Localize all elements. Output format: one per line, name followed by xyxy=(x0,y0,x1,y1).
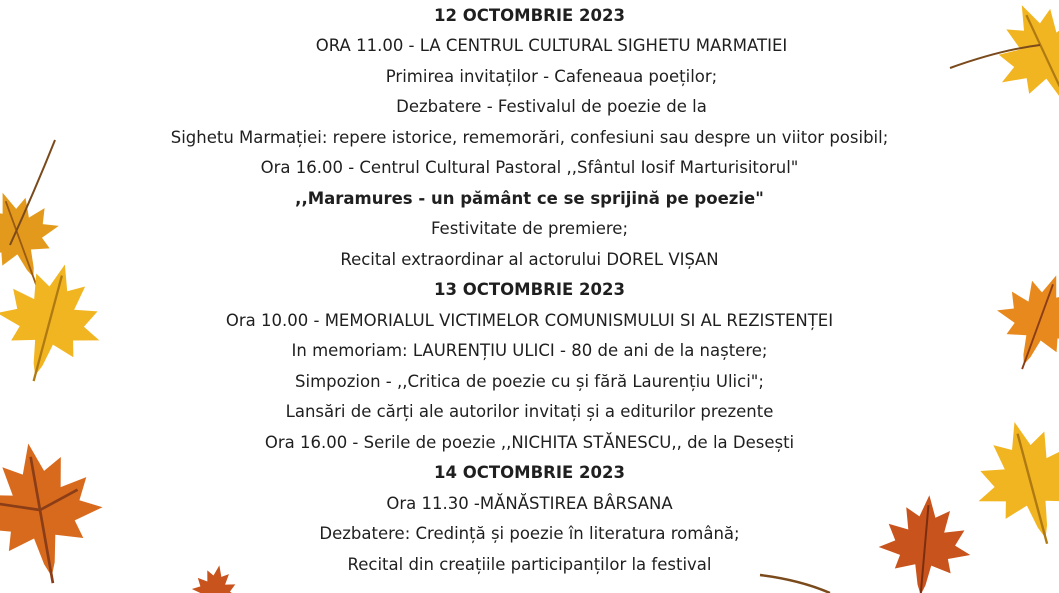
day2-session2-time-place: Ora 16.00 - Serile de poezie ,,NICHITA STĂNESCU,, de la Desești xyxy=(264,433,795,452)
day2-item-symposium: Simpozion - ,,Critica de poezie cu și fără Laurențiu Ulici"; xyxy=(295,372,764,391)
day1-item-debate: Dezbatere - Festivalul de poezie de la xyxy=(396,97,707,116)
day3-item-debate: Dezbatere: Credință și poezie în literatura română; xyxy=(319,524,740,543)
leaf-stem xyxy=(760,575,830,593)
day1-item-recital: Recital extraordinar al actorului DOREL VIȘAN xyxy=(340,250,719,269)
day1-item-awards: Festivitate de premiere; xyxy=(430,219,629,238)
day1-session2-time-place: Ora 16.00 - Centrul Cultural Pastoral ,,Sfântul Iosif Marturisitorul" xyxy=(260,158,799,177)
day1-item-debate-topic: Sighetu Marmației: repere istorice, rememorări, confesiuni sau despre un viitor posibil; xyxy=(170,128,889,147)
day3-session1-time-place: Ora 11.30 -MĂNĂSTIREA BÂRSANA xyxy=(386,494,673,513)
day3-date-heading: 14 OCTOMBRIE 2023 xyxy=(434,463,625,482)
day3-item-recital: Recital din creațiile participanților la festival xyxy=(347,555,712,574)
day2-date-heading: 13 OCTOMBRIE 2023 xyxy=(434,280,625,299)
day1-date-heading: 12 OCTOMBRIE 2023 xyxy=(434,6,625,25)
day2-session1-time-place: Ora 10.00 - MEMORIALUL VICTIMELOR COMUNISMULUI SI AL REZISTENȚEI xyxy=(225,311,834,330)
day1-event-title: ,,Maramures - un pământ ce se sprijină pe poezie" xyxy=(295,189,764,208)
day1-session1-time-place: ORA 11.00 - LA CENTRUL CULTURAL SIGHETU MARMATIEI xyxy=(315,36,788,55)
day2-item-book-launches: Lansări de cărți ale autorilor invitați și a editurilor prezente xyxy=(285,402,774,421)
day2-item-in-memoriam: In memoriam: LAURENȚIU ULICI - 80 de ani de la naștere; xyxy=(291,341,768,360)
day1-item-guests-welcome: Primirea invitaților - Cafeneaua poeților; xyxy=(385,67,718,86)
